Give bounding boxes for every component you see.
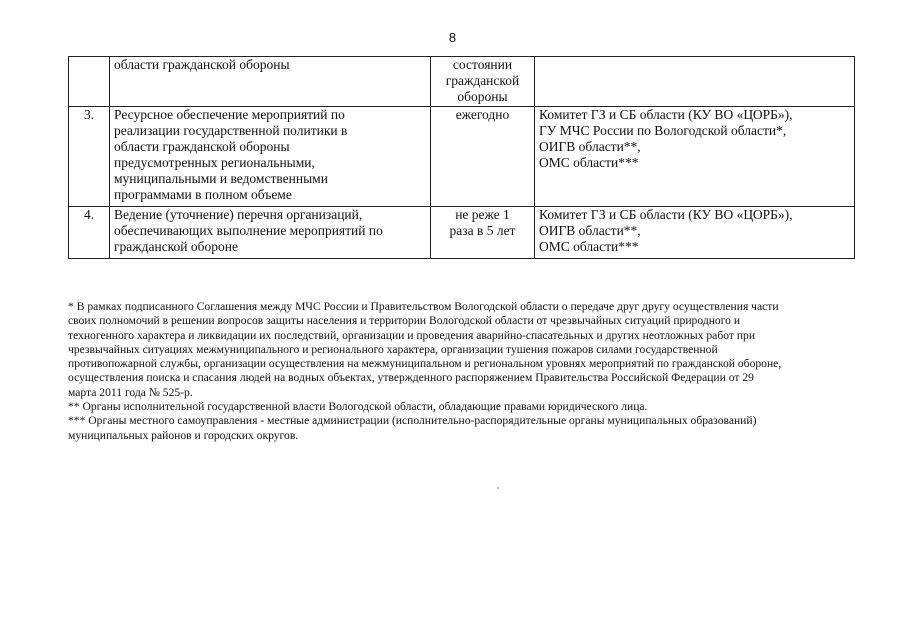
activity-line: области гражданской обороны: [114, 57, 290, 72]
executors-line: ОИГВ области**,: [539, 139, 641, 154]
executors-line: ОМС области***: [539, 239, 639, 254]
footnote-line: марта 2011 года № 525-р.: [68, 385, 193, 399]
table-row: [69, 207, 855, 259]
measures-table: [68, 56, 855, 259]
activity-line: муниципальными и ведомственными: [114, 171, 328, 186]
row-number-cell: 4.: [69, 207, 110, 259]
scan-speck: [497, 487, 499, 489]
activity-cell: [110, 107, 431, 207]
activity-line: реализации государственной политики в: [114, 123, 348, 138]
executors-line: Комитет ГЗ и СБ области (КУ ВО «ЦОРБ»),: [539, 107, 793, 122]
term-line: раза в 5 лет: [449, 223, 516, 238]
activity-line: предусмотренных региональными,: [114, 155, 315, 170]
activity-cell: [110, 57, 431, 107]
term-line: состоянии: [452, 57, 513, 72]
term-line: гражданской: [445, 73, 520, 88]
executors-cell: [535, 207, 855, 259]
term-line: ежегодно: [455, 107, 510, 122]
footnotes: [68, 300, 868, 443]
footnote-line: *** Органы местного самоуправления - местные администрации (исполнительно-распорядительные органы муниципальных образований): [68, 414, 757, 428]
activity-line: Ведение (уточнение) перечня организаций,: [114, 207, 363, 222]
footnote-2: [68, 400, 868, 414]
term-cell: [431, 107, 535, 207]
row-number-cell: 3.: [69, 107, 110, 207]
footnote-line: противопожарной службы, организации осуществления на межмуниципальном и региональном уровнях мероприятий по гражданской обороне,: [68, 357, 782, 371]
footnote-line: муниципальных районов и городских округов.: [68, 428, 299, 442]
term-cell: [431, 57, 535, 107]
footnote-line: * В рамках подписанного Соглашения между МЧС России и Правительством Вологодской области о передаче друг другу осуществления части: [68, 300, 779, 313]
term-cell: [431, 207, 535, 259]
footnote-line: осуществления поиска и спасания людей на водных объектах, утвержденного распоряжением Правительства Российской Федерации от 29: [68, 371, 754, 385]
activity-line: гражданской обороне: [114, 239, 238, 254]
activity-cell: [110, 207, 431, 259]
executors-line: Комитет ГЗ и СБ области (КУ ВО «ЦОРБ»),: [539, 207, 793, 222]
footnote-line: чрезвычайных ситуациях межмуниципального и регионального характера, организации тушения пожаров силами государственной: [68, 342, 718, 356]
executors-cell: [535, 107, 855, 207]
footnote-line: техногенного характера и ликвидации их последствий, организации и проведения аварийно-спасательных и других неотложных работ при: [68, 328, 756, 342]
executors-line: ОМС области***: [539, 155, 639, 170]
page-number: 8: [448, 30, 457, 45]
row-number-cell: [69, 57, 110, 107]
activity-line: программами в полном объеме: [114, 187, 292, 202]
activity-line: области гражданской обороны: [114, 139, 290, 154]
activity-line: обеспечивающих выполнение мероприятий по: [114, 223, 383, 238]
footnote-line: ** Органы исполнительной государственной власти Вологодской области, обладающие правами юридического лица.: [68, 400, 648, 414]
footnote-1: [68, 300, 868, 400]
table-row: [69, 107, 855, 207]
executors-line: ГУ МЧС России по Вологодской области*,: [539, 123, 787, 138]
activity-line: Ресурсное обеспечение мероприятий по: [114, 107, 345, 122]
footnote-3: [68, 414, 868, 443]
executors-line: ОИГВ области**,: [539, 223, 641, 238]
footnote-line: своих полномочий в решении вопросов защиты населения и территории Вологодской области от чрезвычайных ситуаций природного и: [68, 314, 741, 328]
term-line: не реже 1: [455, 207, 510, 222]
term-line: обороны: [457, 89, 508, 104]
table-row: [69, 57, 855, 107]
executors-cell: [535, 57, 855, 107]
